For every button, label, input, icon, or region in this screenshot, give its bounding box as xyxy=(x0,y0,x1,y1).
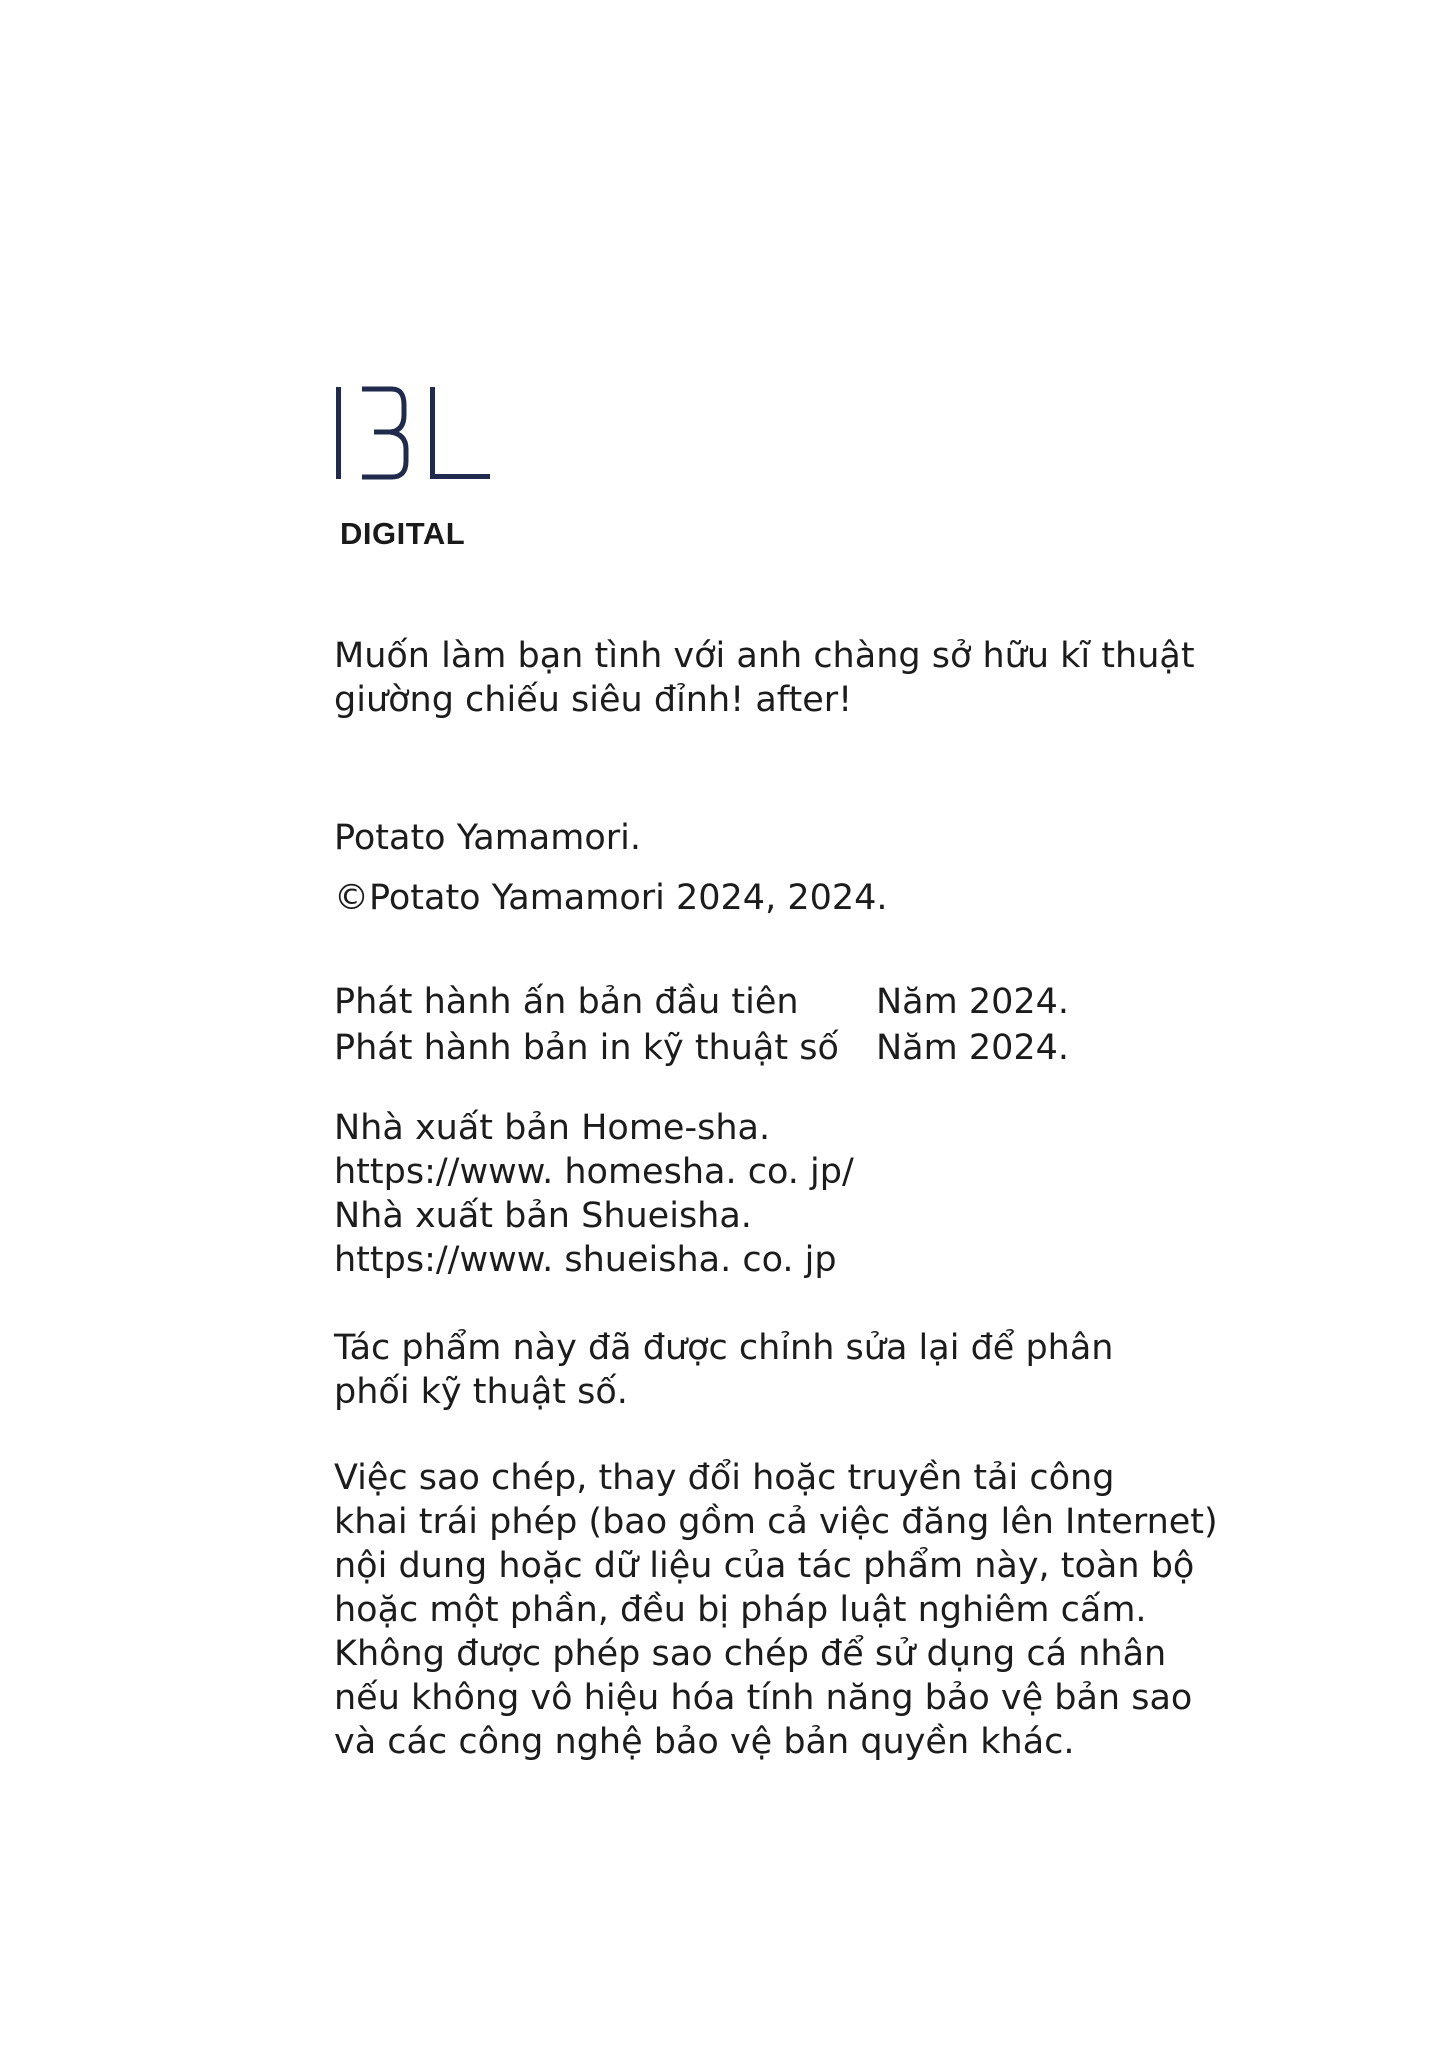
release-row xyxy=(334,980,1069,1026)
note-line: phối kỹ thuật số. xyxy=(334,1372,628,1412)
digital-note xyxy=(334,1326,1113,1414)
publisher-url: https://www. homesha. co. jp/ xyxy=(334,1152,854,1192)
logo-subtitle: DIGITAL xyxy=(340,516,466,551)
legal-line: nội dung hoặc dữ liệu của tác phẩm này, toàn bộ xyxy=(334,1546,1195,1586)
title-line: giường chiếu siêu đỉnh! after! xyxy=(334,680,853,720)
publishers xyxy=(334,1106,854,1282)
bl-logo xyxy=(334,385,494,485)
release-row xyxy=(334,1026,1069,1072)
legal-line: hoặc một phần, đều bị pháp luật nghiêm cấm. xyxy=(334,1590,1147,1630)
publisher-line: Nhà xuất bản Shueisha. xyxy=(334,1196,752,1236)
legal-notice xyxy=(334,1456,1218,1764)
release-value: Năm 2024. xyxy=(876,982,1070,1022)
legal-line: và các công nghệ bảo vệ bản quyền khác. xyxy=(334,1722,1075,1762)
release-value: Năm 2024. xyxy=(876,1028,1070,1068)
author: Potato Yamamori. xyxy=(334,818,642,858)
release-label: Phát hành ấn bản đầu tiên xyxy=(334,982,799,1022)
legal-line: khai trái phép (bao gồm cả việc đăng lên Internet) xyxy=(334,1502,1218,1542)
legal-line: Việc sao chép, thay đổi hoặc truyền tải công xyxy=(334,1458,1115,1498)
legal-line: nếu không vô hiệu hóa tính năng bảo vệ bản sao xyxy=(334,1678,1193,1718)
publisher-line: Nhà xuất bản Home-sha. xyxy=(334,1108,771,1148)
release-info xyxy=(334,980,1069,1072)
title-line: Muốn làm bạn tình với anh chàng sở hữu kĩ thuật xyxy=(334,636,1195,676)
copyright: ©Potato Yamamori 2024, 2024. xyxy=(334,878,888,918)
release-label: Phát hành bản in kỹ thuật số xyxy=(334,1028,839,1068)
book-title xyxy=(334,634,1195,722)
note-line: Tác phẩm này đã được chỉnh sửa lại để phân xyxy=(334,1328,1114,1368)
bl-logo-mark xyxy=(334,385,494,485)
publisher-url: https://www. shueisha. co. jp xyxy=(334,1240,837,1280)
legal-line: Không được phép sao chép để sử dụng cá nhân xyxy=(334,1634,1167,1674)
